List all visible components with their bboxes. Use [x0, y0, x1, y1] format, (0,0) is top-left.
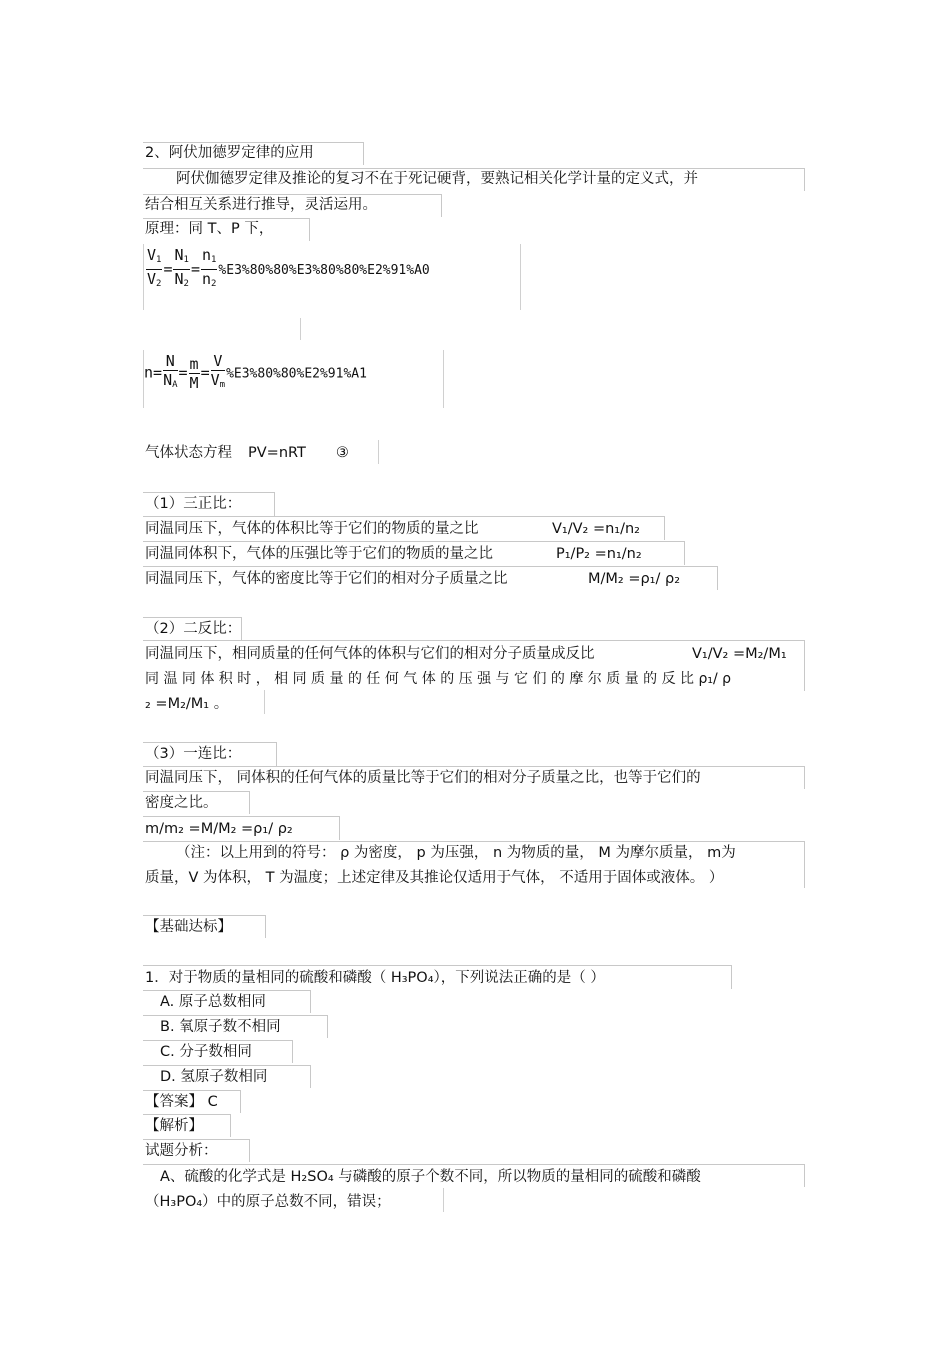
formula-ratio-1: $\frac{V_1}{V_2}$ = $\frac{N_1}{N_2}$ = $\frac{n_1}{n_2}$ %E3%80%80%E3%80%80%E2%91%A0	[147, 246, 430, 289]
text-box-frame	[143, 218, 310, 241]
text-box-frame	[143, 566, 718, 590]
intro-line-2: 结合相互关系进行推导，灵活运用。	[145, 197, 377, 213]
text-box-frame	[143, 516, 665, 540]
basic-section-title: 【基础达标】	[145, 919, 232, 935]
text-box-frame	[143, 492, 275, 516]
analysis-a-line-1: A、硫酸的化学式是 H₂SO₄ 与磷酸的原子个数不同，所以物质的量相同的硫酸和磷酸	[160, 1169, 701, 1185]
text-box-frame	[143, 1164, 805, 1187]
text-box-frame	[143, 1065, 311, 1088]
part2-row-1-text: 同温同压下，相同质量的任何气体的体积与它们的相对分子质量成反比	[145, 646, 595, 662]
part1-row-1-expr: V₁/V₂ =n₁/n₂	[552, 521, 640, 537]
text-box-frame	[143, 1040, 293, 1063]
text-box-frame	[143, 1015, 328, 1038]
note-line-1: （注：以上用到的符号： ρ 为密度， p 为压强， n 为物质的量， M 为摩尔质量， m为	[176, 845, 736, 861]
part1-title: （1）三正比：	[145, 496, 242, 512]
frame-line	[143, 244, 144, 310]
note-line-2: 质量，V 为体积， T 为温度；上述定律及其推论仅适用于气体， 不适用于固体或液体。 ）	[145, 870, 724, 886]
analysis-a-line-2: （H₃PO₄）中的原子总数不同，错误；	[145, 1194, 391, 1210]
part1-row-2-text: 同温同体积下，气体的压强比等于它们的物质的量之比	[145, 546, 493, 562]
option-d: D. 氢原子数相同	[160, 1069, 268, 1085]
part2-row-3-text: ₂ =M₂/M₁ 。	[145, 696, 229, 712]
frame-line	[443, 1188, 444, 1212]
analysis-label: 【解析】	[145, 1118, 203, 1134]
part2-row-1-expr: V₁/V₂ =M₂/M₁	[692, 646, 787, 662]
part1-row-2-expr: P₁/P₂ =n₁/n₂	[556, 546, 642, 562]
question-stem: 1．对于物质的量相同的硫酸和磷酸（ H₃PO₄），下列说法正确的是（ ）	[145, 970, 605, 986]
option-b: B. 氧原子数不相同	[160, 1019, 281, 1035]
text-box-frame	[143, 766, 805, 789]
part3-row-3: m/m₂ =M/M₂ =ρ₁/ ρ₂	[145, 821, 293, 837]
text-box-frame	[143, 1090, 241, 1113]
frame-line	[520, 244, 521, 310]
part1-row-3-expr: M/M₂ =ρ₁/ ρ₂	[588, 571, 681, 587]
part3-row-2: 密度之比。	[145, 795, 218, 811]
text-box-frame	[143, 142, 364, 165]
text-box-frame	[143, 915, 266, 938]
frame-line	[143, 350, 144, 408]
frame-line	[300, 318, 301, 340]
option-a: A. 原子总数相同	[160, 994, 266, 1010]
frame-line	[264, 690, 265, 714]
text-box-frame	[143, 541, 685, 565]
text-box-frame	[143, 1114, 231, 1137]
formula-ratio-2: n= $\frac{N}{N_A}$ = $\frac{m}{M}$ = $\frac{V}{V_m}$ %E3%80%80%E2%91%A1	[144, 352, 367, 392]
analysis-intro: 试题分析：	[145, 1143, 218, 1159]
text-box-frame	[143, 168, 805, 191]
text-box-frame	[143, 1139, 250, 1162]
text-box-frame	[143, 194, 442, 217]
part2-title: （2）二反比：	[145, 621, 242, 637]
section-title: 2、阿伏加德罗定律的应用	[145, 145, 314, 161]
principle-text: 原理：同 T、P 下，	[145, 221, 274, 237]
text-box-frame	[143, 965, 732, 989]
frame-line	[443, 350, 444, 408]
option-c: C. 分子数相同	[160, 1044, 252, 1060]
part1-row-3-text: 同温同压下，气体的密度比等于它们的相对分子质量之比	[145, 571, 508, 587]
text-box-frame	[143, 791, 250, 814]
part3-row-1: 同温同压下， 同体积的任何气体的质量比等于它们的相对分子质量之比，也等于它们的	[145, 770, 701, 786]
intro-line-1: 阿伏伽德罗定律及推论的复习不在于死记硬背，要熟记相关化学计量的定义式，并	[176, 171, 698, 187]
part2-row-2-text: 同 温 同 体 积 时 ， 相 同 质 量 的 任 何 气 体 的 压 强 与 它 们 的 摩 尔 质 量 的 反 比 ρ₁/ ρ	[145, 671, 732, 687]
text-box-frame	[143, 617, 242, 641]
text-box-frame	[143, 990, 311, 1013]
answer-line: 【答案】 C	[145, 1094, 218, 1110]
text-box-frame	[143, 816, 340, 840]
frame-line	[378, 440, 379, 464]
part1-row-1-text: 同温同压下，气体的体积比等于它们的物质的量之比	[145, 521, 479, 537]
part3-title: （3）一连比：	[145, 746, 242, 762]
gas-equation: 气体状态方程 PV=nRT ③	[145, 445, 349, 461]
text-box-frame	[143, 742, 277, 766]
